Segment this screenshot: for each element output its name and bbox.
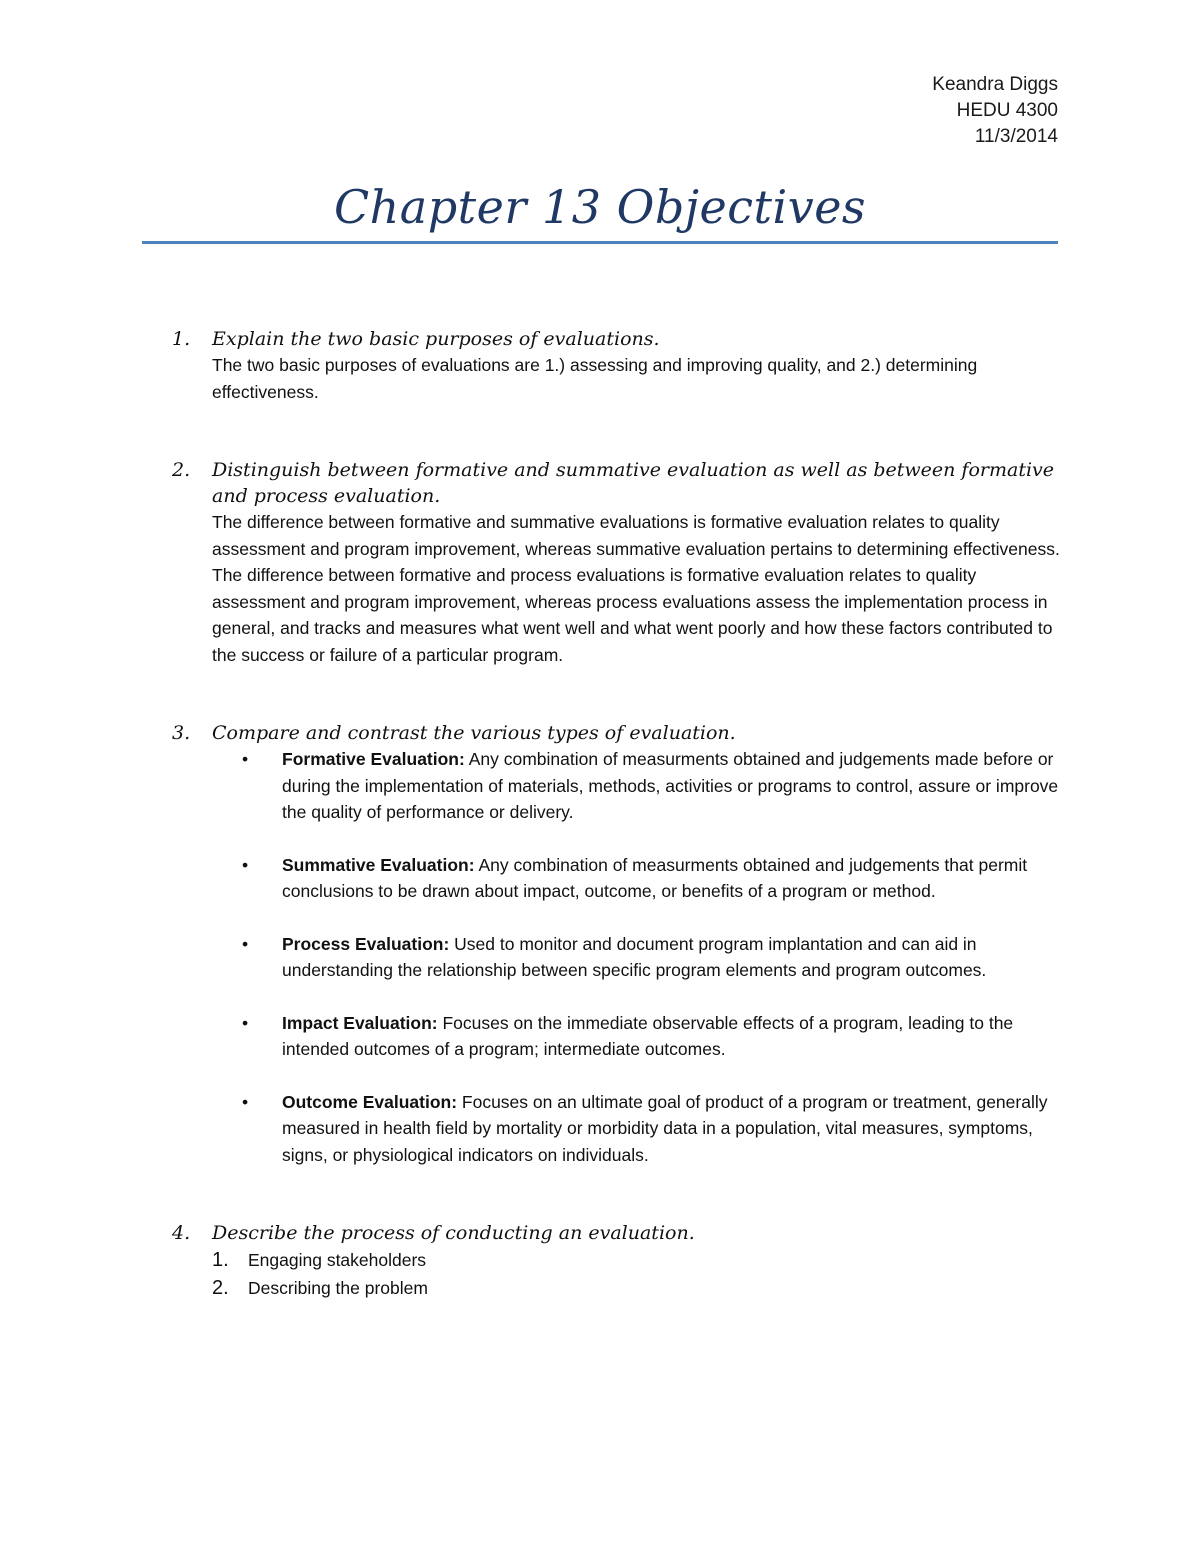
- term-definition: Focuses on an ultimate goal of product of a program or treatment, generally measured in health field by mortality or morbidity data in a population, vital measures, symptoms, signs, or physiological indicators on individuals.: [282, 1091, 1048, 1165]
- term-label: Outcome Evaluation:: [282, 1091, 458, 1112]
- objective-body: [212, 720, 1062, 1168]
- bullet-icon: •: [242, 854, 249, 875]
- objective-number: 4.: [172, 1222, 191, 1244]
- term-label: Impact Evaluation:: [282, 1012, 438, 1033]
- list-item: [212, 1010, 1062, 1063]
- term-label: Summative Evaluation:: [282, 854, 475, 875]
- list-item: [212, 746, 1062, 826]
- bullet-icon: •: [242, 933, 249, 954]
- objective-answer: The difference between formative and summative evaluations is formative evaluation relates to quality assessment and program improvement, whereas summative evaluation pertains to determining effectiveness.: [212, 512, 1060, 559]
- list-item: [212, 1246, 1062, 1274]
- objectives-list: [172, 326, 1062, 1354]
- term-definition: Any combination of measurments obtained and judgements made before or during the implementation of materials, methods, activities or programs to control, assure or improve the quality of performance or delivery.: [282, 749, 1059, 822]
- objective-question: Describe the process of conducting an evaluation.: [212, 1222, 695, 1244]
- term-definition: Used to monitor and document program implantation and can aid in understanding the relationship between specific program elements and program outcomes.: [282, 933, 987, 980]
- objective-body: [212, 326, 1062, 405]
- term-label: Process Evaluation:: [282, 933, 450, 954]
- document-date: 11/3/2014: [974, 126, 1058, 147]
- objective-body: [212, 457, 1062, 668]
- objective-question: Explain the two basic purposes of evaluations.: [212, 328, 660, 350]
- bullet-text: [282, 1010, 1062, 1063]
- objective-item: [172, 457, 1062, 668]
- objective-item: [172, 326, 1062, 405]
- process-steps-list: [212, 1246, 1062, 1302]
- bullet-text: [282, 746, 1062, 826]
- objective-question: Compare and contrast the various types of evaluation.: [212, 722, 736, 744]
- objective-answer: The difference between formative and process evaluations is formative evaluation relates to quality assessment and program improvement, whereas process evaluations assess the implementation process in general, and tracks and measures what went well and what went poorly and how these factors contributed to the success or failure of a particular program.: [212, 565, 1053, 665]
- objective-number: 3.: [172, 722, 191, 744]
- bullet-text: [282, 852, 1062, 905]
- list-item: [212, 1089, 1062, 1169]
- term-definition: Focuses on the immediate observable effects of a program, leading to the intended outcomes of a program; intermediate outcomes.: [282, 1012, 1014, 1059]
- step-text: Engaging stakeholders: [248, 1250, 427, 1270]
- bullet-icon: •: [242, 749, 249, 769]
- step-number: 1.: [212, 1249, 229, 1271]
- objective-item: [172, 720, 1062, 1168]
- bullet-icon: •: [242, 1091, 249, 1112]
- term-definition: Any combination of measurments obtained and judgements that permit conclusions to be drawn about impact, outcome, or benefits of a program or method.: [282, 854, 1028, 901]
- course-code: HEDU 4300: [956, 100, 1058, 121]
- objective-question: Distinguish between formative and summative evaluation as well as between formative and process evaluation.: [212, 459, 1055, 507]
- objective-number: 1.: [172, 328, 191, 350]
- evaluation-types-list: [212, 746, 1062, 1168]
- objective-body: [212, 1220, 1062, 1302]
- objective-answer: The two basic purposes of evaluations are 1.) assessing and improving quality, and 2.) determining effectiveness.: [212, 355, 978, 402]
- author-name: Keandra Diggs: [932, 74, 1058, 95]
- document-header: [932, 72, 1058, 150]
- list-item: [212, 931, 1062, 984]
- title-underline: [142, 241, 1058, 244]
- step-number: 2.: [212, 1277, 229, 1299]
- list-item: [212, 1274, 1062, 1302]
- bullet-icon: •: [242, 1012, 249, 1033]
- step-text: Describing the problem: [248, 1278, 428, 1298]
- objective-item: [172, 1220, 1062, 1302]
- term-label: Formative Evaluation:: [282, 749, 465, 769]
- objective-number: 2.: [172, 459, 191, 481]
- bullet-text: [282, 1089, 1062, 1169]
- list-item: [212, 852, 1062, 905]
- page-title: Chapter 13 Objectives: [333, 180, 867, 234]
- bullet-text: [282, 931, 1062, 984]
